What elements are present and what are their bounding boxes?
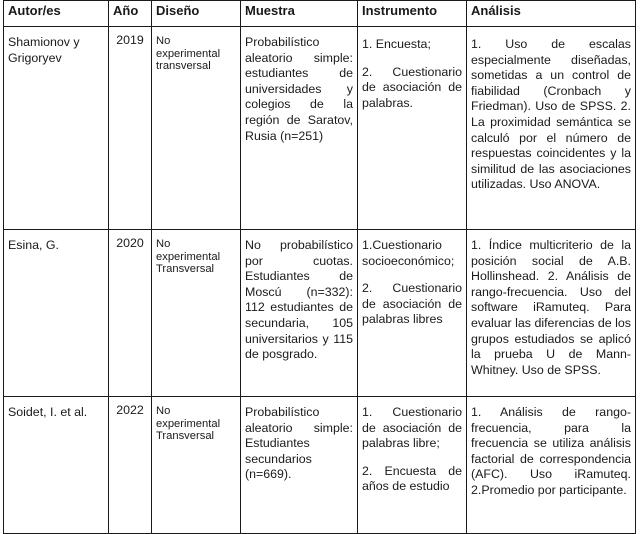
header-autores: Autor/es xyxy=(4,1,109,27)
instrumento-item: 1.Cuestionario socioeconómico; xyxy=(362,238,455,268)
cell-autor: Soidet, I. et al. xyxy=(4,397,109,534)
header-analisis: Análisis xyxy=(467,1,636,27)
cell-diseno: No experimental transversal xyxy=(152,27,241,230)
cell-autor: Shamionov y Grigoryev xyxy=(4,27,109,230)
instrumento-item: 2. Cuestionario de asociación de palabras libres xyxy=(362,281,462,327)
cell-diseno: No experimental Transversal xyxy=(152,230,241,397)
instrumento-item: 1. Encuesta; xyxy=(362,37,431,51)
cell-diseno: No experimental Transversal xyxy=(152,397,241,534)
cell-analisis: 1. Uso de escalas especialmente diseñadas, sometidas a un control de fiabilidad (Cronbach y Friedman). Uso de SPSS. 2. La proximidad semántica se calculó por el número de respuestas coincidentes y la similitud de las asociaciones utilizadas. Uso ANOVA. xyxy=(467,27,636,230)
cell-autor: Esina, G. xyxy=(4,230,109,397)
table-row xyxy=(4,27,636,230)
cell-analisis: 1. Índice multicriterio de la posición social de A.B. Hollinshead. 2. Análisis de rango-frecuencia. Uso del software iRamuteq. Para evaluar las diferencias de los grupos estudiados se aplicó la prueba U de Mann-Whitney. Uso de SPSS. xyxy=(467,230,636,397)
cell-muestra: Probabilístico aleatorio simple: Estudiantes secundarios (n=669). xyxy=(241,397,358,534)
studies-table xyxy=(3,0,636,534)
cell-muestra: Probabilístico aleatorio simple: estudiantes de universidades y colegios de la región de Saratov, Rusia (n=251) xyxy=(241,27,358,230)
header-row xyxy=(4,1,636,27)
cell-anio: 2020 xyxy=(109,230,152,397)
header-diseno: Diseño xyxy=(152,1,241,27)
instrumento-item: 2. Encuesta de años de estudio xyxy=(362,463,462,494)
cell-instrumento xyxy=(358,397,467,534)
header-instrumento: Instrumento xyxy=(358,1,467,27)
instrumento-item: 2. Cuestionario de asociación de palabras. xyxy=(362,64,462,110)
cell-instrumento xyxy=(358,230,467,397)
cell-muestra: No probabilístico por cuotas. Estudiantes de Moscú (n=332): 112 estudiantes de secundaria, 105 universitarios y 115 de posgrado. xyxy=(241,230,358,397)
table-row xyxy=(4,230,636,397)
cell-analisis: 1. Análisis de rango-frecuencia, para la frecuencia se utiliza análisis factorial de correspondencia (AFC). Uso iRamuteq. 2.Promedio por participante. xyxy=(467,397,636,534)
cell-anio: 2019 xyxy=(109,27,152,230)
cell-instrumento xyxy=(358,27,467,230)
header-anio: Año xyxy=(109,1,152,27)
instrumento-item: 1. Cuestionario de asociación de palabras libre; xyxy=(362,405,462,451)
cell-anio: 2022 xyxy=(109,397,152,534)
header-muestra: Muestra xyxy=(241,1,358,27)
table-row xyxy=(4,397,636,534)
